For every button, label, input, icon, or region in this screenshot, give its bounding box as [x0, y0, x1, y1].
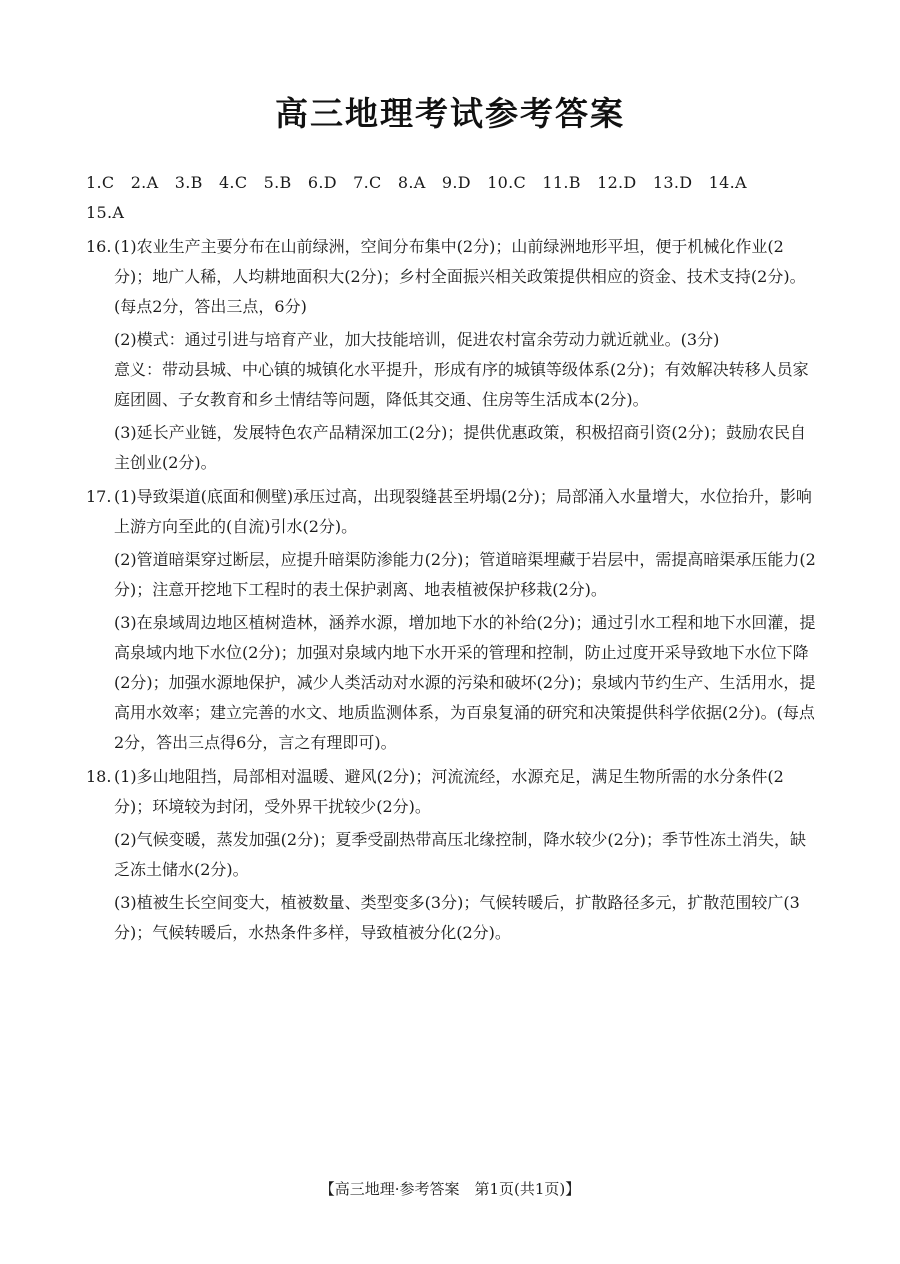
question-number: 17.	[86, 487, 112, 506]
mcq-answers-line-2: 15.A	[86, 203, 125, 222]
answer-part-2-significance: 意义：带动县城、中心镇的城镇化水平提升，形成有序的城镇等级体系(2分)；有效解决转移人员家庭团圆、子女教育和乡土情结等问题，降低其交通、住房等生活成本(2分)。	[114, 360, 809, 409]
page-footer: 【高三地理·参考答案 第1页(共1页)】	[319, 1180, 581, 1198]
answer-part-1: (1)导致渠道(底面和侧壁)承压过高，出现裂缝甚至坍塌(2分)；局部涌入水量增大，水位抬升，影响上游方向至此的(自流)引水(2分)。	[114, 487, 812, 536]
answer-part-3: (3)植被生长空间变大，植被数量、类型变多(3分)；气候转暖后，扩散路径多元，扩散范围较广(3分)；气候转暖后，水热条件多样，导致植被分化(2分)。	[114, 893, 800, 942]
answer-part-1: (1)农业生产主要分布在山前绿洲，空间分布集中(2分)；山前绿洲地形平坦，便于机械化作业(2分)；地广人稀，人均耕地面积大(2分)；乡村全面振兴相关政策提供相应的资金、技术支持(2分)。(每点2分，答出三点，6分)	[114, 237, 806, 316]
answer-part-2: (2)管道暗渠穿过断层，应提升暗渠防渗能力(2分)；管道暗渠埋藏于岩层中，需提高暗渠承压能力(2分)；注意开挖地下工程时的表土保护剥离、地表植被保护移栽(2分)。	[114, 550, 816, 599]
question-18	[86, 762, 820, 948]
answer-part-2-model: (2)模式：通过引进与培育产业，加大技能培训，促进农村富余劳动力就近就业。(3分)	[114, 330, 720, 349]
question-number: 16.	[86, 237, 112, 256]
answer-part-1: (1)多山地阻挡，局部相对温暖、避风(2分)；河流流经，水源充足，满足生物所需的水分条件(2分)；环境较为封闭，受外界干扰较少(2分)。	[114, 767, 784, 816]
answer-part-2: (2)气候变暖，蒸发加强(2分)；夏季受副热带高压北缘控制，降水较少(2分)；季节性冻土消失，缺乏冻土储水(2分)。	[114, 830, 806, 879]
mcq-answers-line-1: 1.C 2.A 3.B 4.C 5.B 6.D 7.C 8.A 9.D 10.C 11.B 12.D 13.D 14.A	[86, 173, 747, 192]
answer-part-3: (3)延长产业链，发展特色农产品精深加工(2分)；提供优惠政策，积极招商引资(2分)；鼓励农民自主创业(2分)。	[114, 423, 806, 472]
page-title: 高三地理考试参考答案	[275, 94, 625, 133]
answer-part-3: (3)在泉域周边地区植树造林，涵养水源，增加地下水的补给(2分)；通过引水工程和地下水回灌，提高泉域内地下水位(2分)；加强对泉域内地下水开采的管理和控制，防止过度开采导致地下水位下降(2分)；加强水源地保护，减少人类活动对水源的污染和破坏(2分)；泉域内节约生产、生活用水，提高用水效率；建立完善的水文、地质监测体系，为百泉复涌的研究和决策提供科学依据(2分)。(每点2分，答出三点得6分，言之有理即可)。	[114, 613, 816, 752]
answer-content	[86, 168, 820, 948]
question-number: 18.	[86, 767, 112, 786]
question-17	[86, 482, 820, 758]
question-16	[86, 232, 820, 478]
